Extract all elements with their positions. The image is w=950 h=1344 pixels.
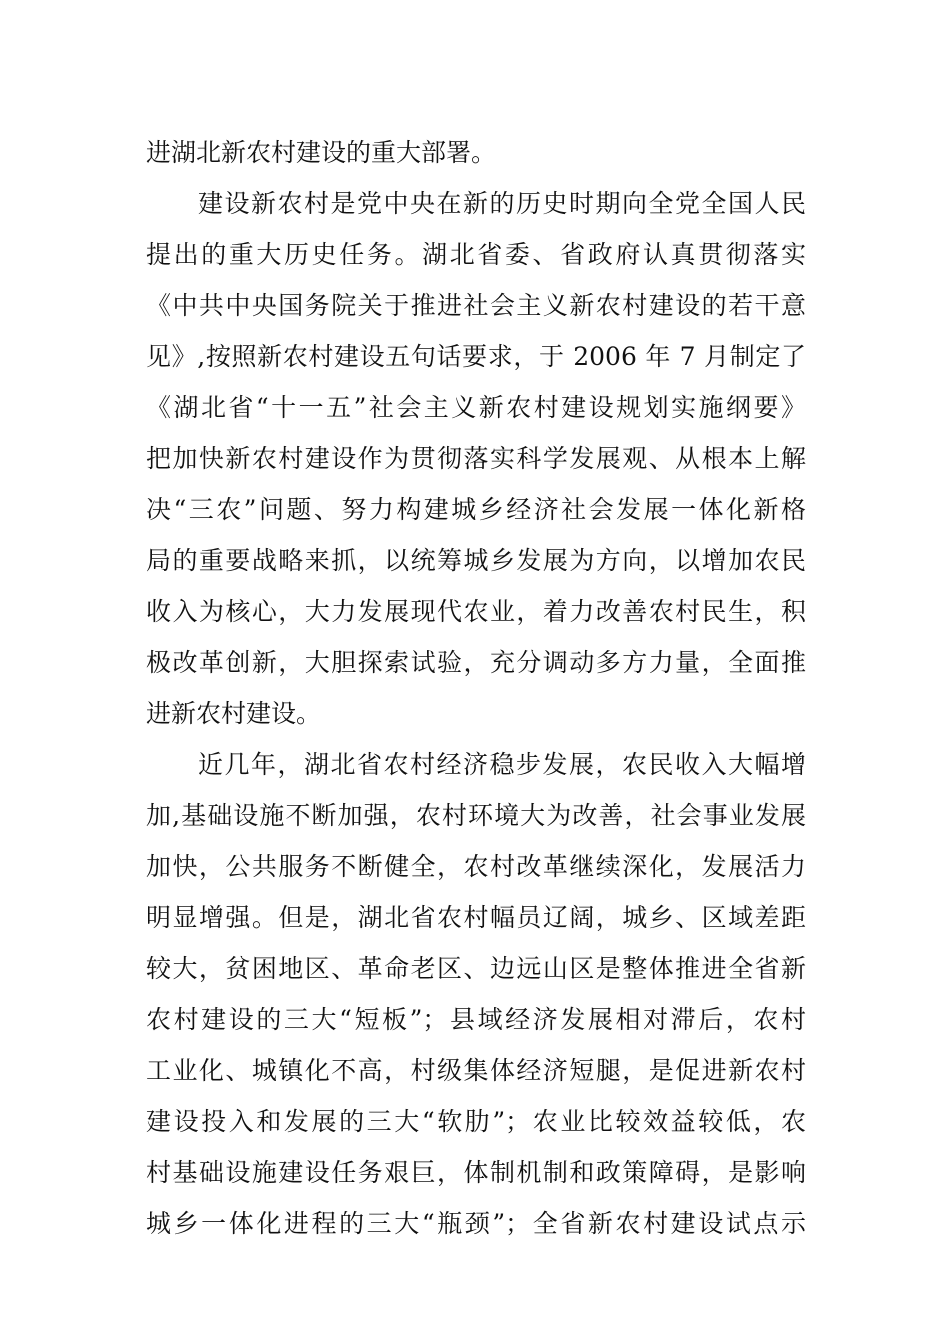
- text-line: 提出的重大历史任务。湖北省委、省政府认真贯彻落实: [146, 240, 806, 269]
- text-line: 农村建设的三大“短板”；县域经济发展相对滞后，农村: [146, 1005, 806, 1034]
- text-line: 建设投入和发展的三大“软肋”；农业比较效益较低，农: [146, 1107, 806, 1136]
- text-line: 加,基础设施不断加强，农村环境大为改善，社会事业发展: [146, 801, 806, 830]
- text-line: 近几年，湖北省农村经济稳步发展，农民收入大幅增: [198, 750, 806, 779]
- text-line: 见》,按照新农村建设五句话要求，于 2006 年 7 月制定了: [146, 342, 806, 371]
- text-line: 决“三农”问题、努力构建城乡经济社会发展一体化新格: [146, 495, 806, 524]
- text-line: 局的重要战略来抓，以统筹城乡发展为方向，以增加农民: [146, 546, 806, 575]
- text-line: 《湖北省“十一五”社会主义新农村建设规划实施纲要》: [146, 393, 806, 422]
- text-line: 收入为核心，大力发展现代农业，着力改善农村民生，积: [146, 597, 806, 626]
- text-line: 把加快新农村建设作为贯彻落实科学发展观、从根本上解: [146, 444, 806, 473]
- text-line: 村基础设施建设任务艰巨，体制机制和政策障碍，是影响: [146, 1158, 806, 1187]
- text-line: 加快，公共服务不断健全，农村改革继续深化，发展活力: [146, 852, 806, 881]
- text-line: 工业化、城镇化不高，村级集体经济短腿，是促进新农村: [146, 1056, 806, 1085]
- text-line: 明显增强。但是，湖北省农村幅员辽阔，城乡、区域差距: [146, 903, 806, 932]
- text-line: 《中共中央国务院关于推进社会主义新农村建设的若干意: [146, 291, 806, 320]
- text-line: 较大，贫困地区、革命老区、边远山区是整体推进全省新: [146, 954, 806, 983]
- text-line: 城乡一体化进程的三大“瓶颈”；全省新农村建设试点示: [146, 1209, 806, 1238]
- text-line: 进新农村建设。: [146, 699, 322, 728]
- text-line: 极改革创新，大胆探索试验，充分调动多方力量，全面推: [146, 648, 806, 677]
- text-line: 建设新农村是党中央在新的历史时期向全党全国人民: [198, 189, 806, 218]
- body-text: [146, 127, 806, 1249]
- text-line: 进湖北新农村建设的重大部署。: [146, 138, 497, 167]
